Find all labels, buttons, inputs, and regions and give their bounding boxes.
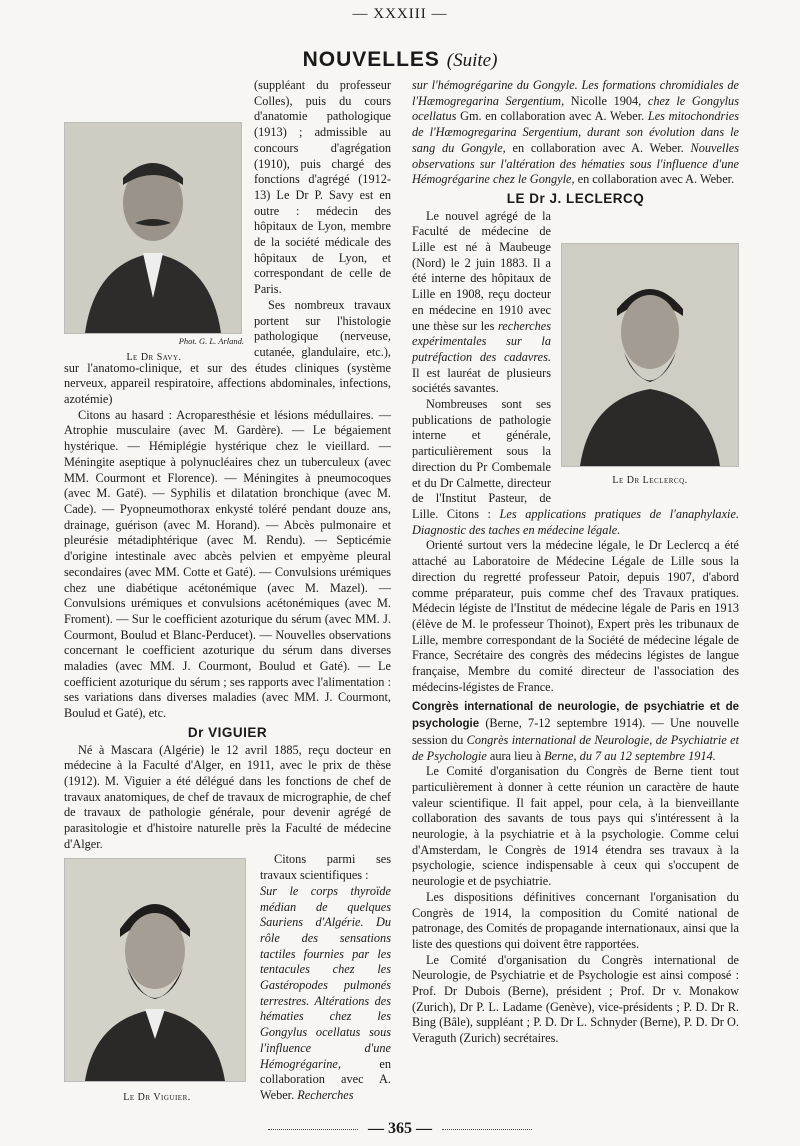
congress-name: Congrès international de Neurologie, de Psychiatrie et de Psychologie (412, 732, 739, 763)
savy-photo-block (64, 122, 244, 363)
title-suffix: (Suite) (446, 50, 498, 71)
viguier-heading: Dr VIGUIER (187, 724, 268, 740)
portrait-image (65, 123, 241, 333)
work-note: en collaboration avec A. Weber. (577, 172, 735, 187)
leclercq-photo (561, 243, 739, 467)
viguier-works-tail: en collaboration avec A. Weber. (260, 1056, 391, 1102)
congress-mid: aura lieu à (489, 748, 542, 763)
congress-paragraph-4: Le Comité d'organisation du Congrès international de Neurologie, de Psychiatrie et de Psychologie est ainsi composé : Prof. Dr Dubois (Berne), président ; Prof. Dr v. Monakow (Zurich), Dr P. L. Ladame (Genève), vice-présidents ; P. D. Dr R. Bing (Bâle), suppléant ; P. D. Dr L. Schnyder (Berne), P. D. Dr O. Veraguth (Zurich) secrétaires. (412, 952, 739, 1046)
savy-photo-credit: Phot. G. L. Arland. (178, 336, 244, 346)
savy-caption: Le Dr Savy. (126, 351, 182, 363)
page-number-text: — 365 — (368, 1120, 432, 1137)
leclercq-thesis: recherches expérimentales sur la putréfaction des cadavres. (412, 318, 551, 364)
viguier-works-continued (412, 78, 739, 188)
title-main: NOUVELLES (302, 48, 440, 71)
viguier-works-lead: Citons parmi ses travaux scientifiques : (260, 852, 391, 883)
right-column (412, 78, 739, 1047)
work-note: Gm. en collaboration avec A. Weber. (460, 109, 645, 124)
footer-rule-right (442, 1129, 532, 1130)
work-note: en collaboration avec A. Weber. (512, 140, 684, 155)
left-column (64, 78, 391, 1108)
savy-photo (64, 122, 242, 334)
congress-title: Congrès international de neurologie, de psychiatrie et de psychologie (412, 701, 739, 731)
leclercq-laureat: Il est lauréat de plusieurs sociétés savantes. (412, 365, 551, 396)
savy-works-list: Citons au hasard : Acroparesthésie et lésions médullaires. — Atrophie musculaire (avec M. Gardère). — Le bégaiement hystérique. — Hémiplégie hystérique chez le vieillard. — Méningite aseptique à polynucléaires chez un tuberculeux (avec MM. Courmont et Florence). — Méningites à pneumocoques (avec M. Gaté). — Syphilis et dilatation bronchique (avec M. Cade). — Pyopneumothorax enkysté toléré pendant douze ans, drainage, guérison (avec M. Horand). — Abcès pulmonaire et pleurésie métadiphtérique (avec M. Rendu). — Septicémie d'origine intestinale avec abcès pelvien et empyème pleural secondaires (avec MM. Cotte et Gaté). — Convulsions urémiques chez une diabétique acétonémique (avec M. Mazel). — Convulsions urémiques et convulsions acétonémiques (avec M. Froment). — Sur le coefficient azoturique du sérum (avec MM. J. Courmont, Boulud et Blanc-Perducet). — Nouvelles observations concernant le coefficient azoturique du sérum dans diverses maladies (avec MM. J. Courmont, Boulud et Gaté). — Le coefficient azoturique du sérum ; ses rapports avec l'alimentation : ses variations dans diverses maladies (avec MM. J. Courmont, Boulud et Gaté), etc. (64, 407, 391, 721)
congress-dates: Berne, du 7 au 12 septembre 1914. (544, 748, 716, 763)
footer-rule-left (268, 1129, 358, 1130)
work-title: Nouvelles observations sur l'altération des hématies sous l'influence d'une Hémogrégarine chez le Gongyle, (412, 140, 739, 187)
leclercq-pubs-titles: Les applications pratiques de l'anaphylaxie. Diagnostic des taches en médecine légale. (412, 506, 739, 537)
congress-announcement (412, 699, 739, 764)
work-title: sur l'hémogrégarine du Gongyle. Les formations chromidiales de l'Hæmogregarina Sergentium, (412, 78, 739, 108)
page-number (0, 1120, 800, 1138)
work-title: chez le Gongylus ocellatus (412, 93, 739, 124)
leclercq-photo-block (561, 243, 739, 493)
congress-paragraph-3: Les dispositions définitives concernant l'organisation du Congrès de 1914, la composition du Comité national de patronage, des Comités de propagande internationaux, ainsi que la liste des questions qui doivent être rapportées. (412, 889, 739, 951)
viguier-works-italic: Sur le corps thyroïde médian de quelques Sauriens d'Algérie. Du rôle des sensations tactiles fournies par les tentacules chez les Gastéropodes pulmonés terrestres. Altérations des hématies chez les Gongylus ocellatus sous l'influence d'une Hémogrégarine, (260, 883, 391, 1071)
leclercq-intro-text: Le nouvel agrégé de la Faculté de médecine de Lille est né à Maubeuge (Nord) le 2 juin 1883. Il a été interne des hôpitaux de Lille en 1908, reçu docteur en médecine en 1910 avec une thèse sur les (412, 208, 551, 333)
work-title: Les mitochondries de l'Hæmogregarina Sergentium, durant son évolution dans le sang du Gongyle, (412, 109, 739, 155)
portrait-image (65, 859, 245, 1081)
work-note: Nicolle 1904, (570, 93, 642, 108)
portrait-image (562, 244, 738, 466)
viguier-caption: Le Dr Viguier. (123, 1092, 191, 1104)
viguier-photo (64, 858, 246, 1082)
leclercq-pubs-text: Nombreuses sont ses publications de pathologie interne et générale, particulièrement sous la direction du Pr Combemale et du Dr Calmette, directeur de l'Institut Pasteur, de Lille. Citons : (412, 397, 551, 521)
page-title (0, 48, 800, 72)
leclercq-legal-career: Orienté surtout vers la médecine légale, le Dr Leclercq a été attaché au Laboratoire de Médecine Légale de Lille sous la direction du regretté professeur Patoir, depuis 1907, d'abord comme préparateur, puis comme chef des Travaux pratiques. Médecin légiste de l'Institut de médecine légale de Paris en 1913 (élève de M. le professeur Thoinot), Expert près les tribunaux de Lille, membre correspondant de la Société de médecine légale de France, Secrétaire des congrès des médecins légistes de langue française, Membre du comité directeur de l'association des médecins-légistes de France. (412, 538, 739, 694)
leclercq-caption: Le Dr Leclercq. (612, 474, 688, 486)
page-roman-number: — XXXIII — (352, 6, 448, 22)
viguier-intro-text: Né à Mascara (Algérie) le 12 avril 1885, reçu docteur en médecine à la Faculté d'Alger, en 1911, avec le prix de thèse (1912). M. Viguier a été délégué dans les fonctions de chef de travaux anatomiques, de chef de travaux de micrographie, de chef de travaux de pathologie générale, pour devenir agrégé de parasitologie et d'histoire naturelle près la Faculté de médecine d'Alger. (64, 742, 391, 851)
congress-lead: (Berne, 7-12 septembre 1914). — Une nouvelle session du (412, 716, 739, 747)
viguier-works-tail-italic: Recherches (297, 1088, 354, 1102)
viguier-photo-block (64, 858, 250, 1108)
leclercq-heading: LE Dr J. LECLERCQ (506, 190, 645, 206)
congress-paragraph-2: Le Comité d'organisation du Congrès de Berne tient tout particulièrement à donner à cette réunion un caractère de haute valeur scientifique. Il fait appel, pour cela, à la bienveillante collaboration des savants de tous pays qui s'intéressent à la neurologie, à la psychiatrie et à la psychologie. Comme celui d'Amsterdam, le Congrès de 1914 étendra ses travaux à la psychologie, science indispensable à ceux qui s'occupent de neurologie et de psychiatrie. (412, 764, 739, 889)
savy-intro-text: (suppléant du professeur Colles), puis du cours d'anatomie pathologique (1913) ; admissible au concours d'agrégation (1910), puis chargé des fonctions d'agrégé (1912-13) Le Dr P. Savy est en outre : médecin des hôpitaux de Lyon, membre de la société médicale des hôpitaux de Lyon, et correspondant de celle de Paris. (254, 78, 391, 297)
savy-works-text: Ses nombreux travaux portent sur l'histologie pathologique (nerveuse, cutanée, glandulaire, etc.), sur l'anatomo-clinique, et sur des études cliniques (système nerveux, appareil respiratoire, affections abdominales, infections, azotémie) (64, 297, 391, 407)
